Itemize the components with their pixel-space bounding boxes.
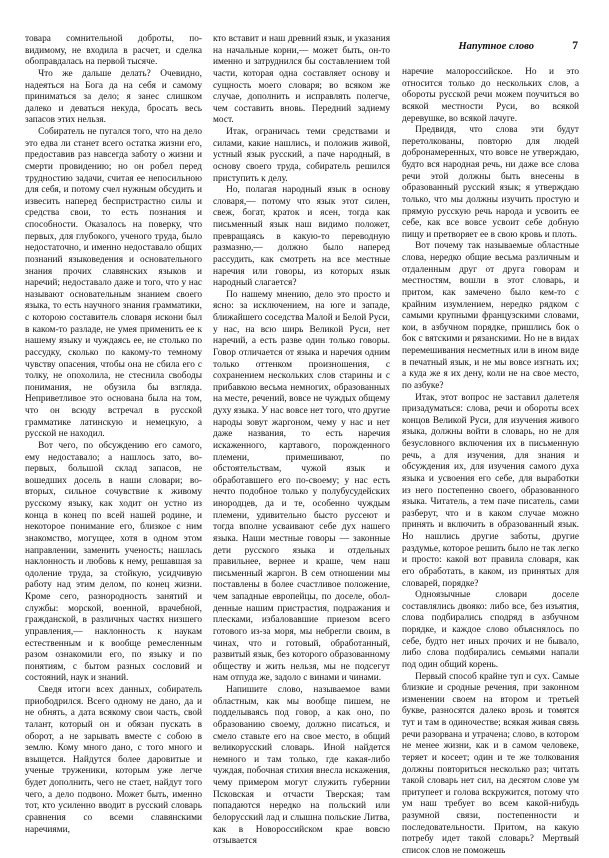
text-column-left	[25, 34, 202, 835]
paragraph: Что же дальше делать? Очевидно, надеяться на Бога да на себя и самому приниматься за дело; я занес слишком далеко и деваться некуда, бросать весь запасов этих нельзя.	[25, 68, 202, 126]
paragraph: Итак, ограничась теми средствами и силами, какие нашлись, и положив живой, устный язык русский, а паче народный, в основу своего труда, собиратель решился приступить к делу.	[213, 127, 390, 184]
running-head-title: Напутное слово	[458, 41, 534, 52]
paragraph: Первый способ крайне туп и сух. Самые близкие и сродные речения, при законном изменении своем на втором и третьей букве, разносятся далеко врозь и томятся тут и там в одиночестве; всякая живая связь речи разорвана и утрачена; слово, в котором не менее жизни, как и в самом человеке, теряет и косеет; один и те же толкования должны повториться несколько раз; читать такой словарь нет сил, на десятом слове ум притупеет и голова вскружится, потому что ум наш требует во всем какой-нибудь разумной связи, постепенности и последовательности. Притом, на какую потребу идет такой словарь? Мертвый список слов не поможешь	[402, 671, 579, 856]
paragraph: Вот почему так называемые областные слова, нередко общие весьма различным и отдаленным друг от друга говорам и местностям, вошли в этот словарь, и притом, как замечено было кем-то с крайним изумлением, нередко рядком с самыми крупными французскими словами, кои, в азбучном порядке, пришлись бок о бок с вятскими и рязанскими. Но не в видах перемешивания несметных или в ином виде в печатный язык, и не мы вовсе изгнать их; а куда же я их дену, коли не на свое место, по азбуке?	[402, 241, 579, 391]
paragraph: Одноязычные словари доселе составлялись двояко: либо все, без изъятия, слова подбирались сподряд в азбучном порядке, и каждое слово объяснялось по себе, будто нет иных прочих и не бывало, либо слова подбирались семьями напали под один общий корень.	[402, 590, 579, 670]
paragraph: Вот чего, по обсуждению его самого, ему недоставало; а нашлось зато, во-первых, большой склад запасов, не вошедших досель в наши словари; во-вторых, сильное сочувствие к живому русскому языку, как ходит он устно из конца в конец по всей нашей родине, и некоторое понимание его, близкое с ним знакомство, могущее, хотя в одном этом направлении, заменить ученость; нашлась наклонность и любовь к нему, решавшая за одоление труда, за стойкую, усидчивую работу над этим делом, по конец жизни. Кроме сего, разнородность занятий и службы: морской, военной, врачебной, гражданской, в различных частях низшего управления,— наклонность к наукам естественным и к вообще ремесленным разом ознакомили его, по языку и по понятиям, с бытом разных сословий и состояний, наук и знаний.	[25, 440, 202, 684]
page-number: 7	[572, 40, 578, 52]
text-column-middle	[213, 34, 390, 847]
paragraph: товара сомнительной доброты, по-видимому, не входила в расчет, и сделка обоправдалась на первой тысяче.	[25, 34, 202, 68]
running-head	[418, 41, 578, 55]
paragraph: Напишите слово, называемое вами областным, как мы вообще пишем, не подделываясь под говор, а как оно, по образованию своему, должно писаться, и смело ставьте его на свое место, в общий великорусский словарь. Иной найдется немного и там только, где какая-либо чуждая, побочная стихия внесла искажения, чему примером могут служить губернии Псковская и отчасти Тверская; там попадаются нередко на польский или белорусский лад и слышна польские Литва, как в Новороссийском крае вовсю отзывается	[213, 685, 390, 847]
paragraph: наречие малороссийское. Но и это относится только до нескольких слов, а обороты русской речи можем поучиться во всякой местности Руси, во всякой деревушке, во всякой лачуге.	[402, 67, 579, 124]
text-column-right	[402, 67, 579, 856]
paragraph: Предвидя, что слова эти будут перетолкованы, повторю для людей добронамеренных, что вовсе не утверждаю, будто вся народная речь, ни даже все слова речи этой должны быть внесены в образованный русский язык; я утверждаю только, что мы должны изучить простую и прямую русскую речь народа и усвоить ее себе, как все вовсе усвоит себе добную пищу и претворяет ее в свою кровь и плоть.	[402, 125, 579, 240]
paragraph: Итак, этот вопрос не заставил далетеля призадуматься: слова, речи и обороты всех концов Великой Руси, для изучения живого языка, должны войти в словарь, но не для безусловного включения их в письменную речь, а для изучения, для знания и обсуждения их, для изучения самого духа языка и усвоения его себе, для выработки из него постепенно своего, образованного языка. Читатель, а тем паче писатель, сами разберут, что и в каком случае можно принять и включить в образованный язык. Но нашлись другие заботы, другие раздумье, которое решить было не так легко и просто: какой вот правила словаря, как его обработать, в каком, из принятых для словарей, порядке?	[402, 392, 579, 589]
paragraph: Собиратель не пугался того, что на дело это едва ли станет всего остатка жизни его, предоставив раз навсегда заботу о жизни и смерти провидению; но он робел перед трудностию задачи, считая ее непосильною для себя, и потому счел нужным обсудить и извесить наперед беспристрастно силы и средства свои, то есть познания и способности. Оказалось на поверку, что первых, для глубокого, ученого труда, было недостаточно, и именно недоставало общих познаний языковедения и основательного знания прочих славянских языков и наречий; недоставало даже и того, что у нас называют основательным знанием своего языка, то есть научного знания грамматики, с которою составитель словаря искони был в каком-то разладе, не умея применить ее к нашему языку и чуждаясь ее, не столько по рассудку, сколько по какому-то темному чувству опасения, чтобы она не сбила его с толку, не опохолила, не стеснила свободы понимания, не обузила бы взгляда. Неприветливое это основана была на том, что он всюду встречал в русской грамматике латинскую и немецкую, а русской не находил.	[25, 127, 202, 440]
paragraph: Сведя итоги всех данных, собиратель приободрился. Всего одному не дано, да и не обнять, а дата всякому свои часть, свой талант, который он и обязан пускать в оборот, а не зарывать вместе с собою в землю. Кому много дано, с того много и взыщется. Найдутся более даровитые и ученые труженики, которым уже легче будет дополнить, чего не стает, найдут того чего, а дело подвоно. Может быть, именно тот, кто усиленно вводит в русский словарь сравнения со всеми славянскими наречиями,	[25, 685, 202, 835]
paragraph: Но, полагая народный язык в основу словаря,— потому что язык этот силен, свеж, богат, краток и ясен, тогда как письменный язык наш видимо положет, превращаясь в какую-то переводную размазню,— должно было наперед рассудить, как смотреть на все местные наречия или говоры, из которых язык народный слагается?	[213, 185, 390, 289]
paragraph: кто вставит и наш древний язык, и указания на начальные корни,— может быть, он-то именно и затруднился бы составлением той части, которая одна составляет основу и сущность моего словаря; во всяком же случае, дополнить и исправлять полегче, чем составить вновь. Передний задиему мост.	[213, 34, 390, 126]
paragraph: По нашему мнению, дело это просто и ясно: за исключением, на юге и западе, ближайшего соседства Малой и Белой Руси, у нас, на всю ширь Великой Руси, нет наречий, а есть разве один только говоры. Говор отличается от языка и наречия одним только оттенком произношения, с сохранением нескольких слов старины и с прибавкою весьма немногих, образованных на месте, речений, вовсе не чуждых общему духу языка. У нас вовсе нет того, что другие народы зовут жаргоном, чему у нас и нет даже названия, то есть наречия искаженного, картавого, порожденного племени, примешивают, по обстоятельствам, чужой язык и обработавшего его по-своему; у нас есть нечто подобное только у полубусудейских инородцев, да и те, особенно чуждым племени, удивительно бысто руссеют и тогда вполне усваивают себе дух нашего языка. Наши местные говоры — законные дети русского языка и отдельных правильнее, вернее и краше, чем наш письменный жаргон. В сем отношении мы поставлены в более счастливое положение, чем западные европейцы, по доселе, обол-денные нашим пристрастия, подражания и плесками, избаловавшие приезом всего готового из-за моря, мы небрегли своим, в чинах, что и готовый, обработанный, развитый язык, без которого образованному обществу и жить нельзя, мы не подсегут нам отпуда же, задоло с винами и чинами.	[213, 289, 390, 684]
